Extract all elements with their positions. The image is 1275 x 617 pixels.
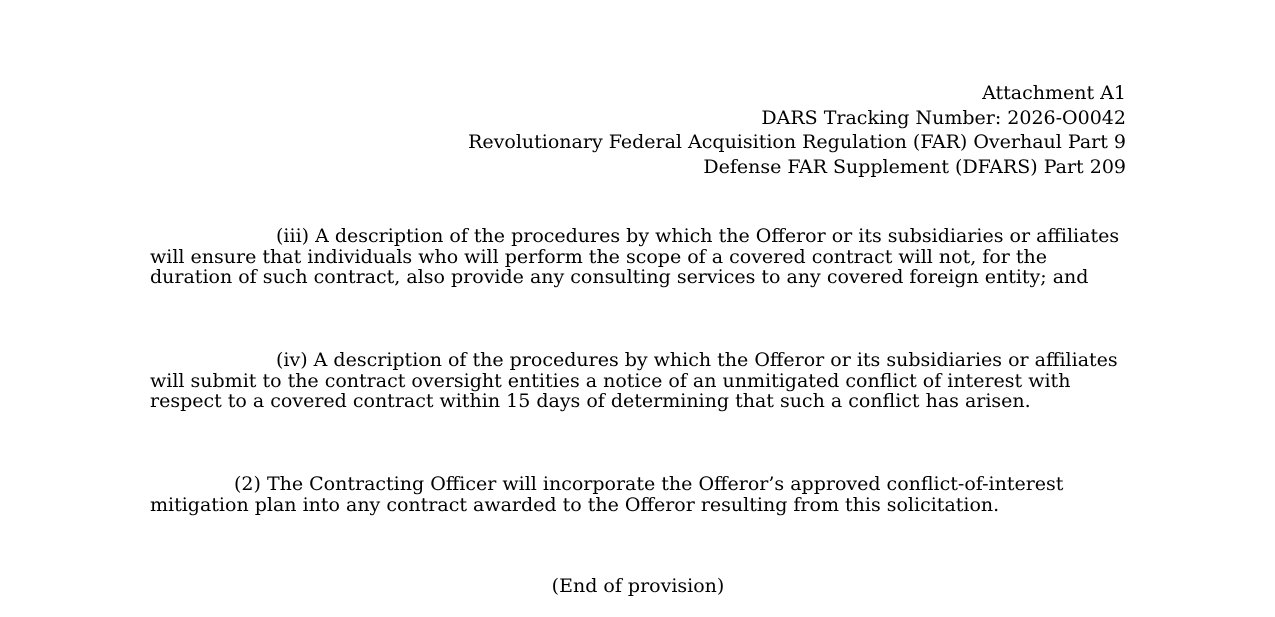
- header-attachment: Attachment A1: [982, 82, 1126, 104]
- end-of-provision: (End of provision): [551, 575, 725, 597]
- header-dfars-part: Defense FAR Supplement (DFARS) Part 209: [703, 155, 1126, 178]
- document-header: [150, 81, 1126, 179]
- paragraph-iii: (iii) A description of the procedures by which the Offeror or its subsidiaries or affiliates will ensure that individuals who will perform the scope of a covered contract will not, for the duration of such contract, also provide any consulting services to any covered foreign entity; and: [150, 225, 1120, 288]
- paragraph-iv: (iv) A description of the procedures by which the Offeror or its subsidiaries or affiliates will submit to the contract oversight entities a notice of an unmitigated conflict of interest with respect to a covered contract within 15 days of determining that such a conflict has arisen.: [150, 349, 1118, 412]
- header-tracking-number: DARS Tracking Number: 2026-O0042: [761, 106, 1126, 129]
- header-far-part: Revolutionary Federal Acquisition Regulation (FAR) Overhaul Part 9: [468, 131, 1126, 153]
- paragraph-2: (2) The Contracting Officer will incorporate the Offeror’s approved conflict-of-interest mitigation plan into any contract awarded to the Offeror resulting from this solicitation.: [150, 473, 1064, 516]
